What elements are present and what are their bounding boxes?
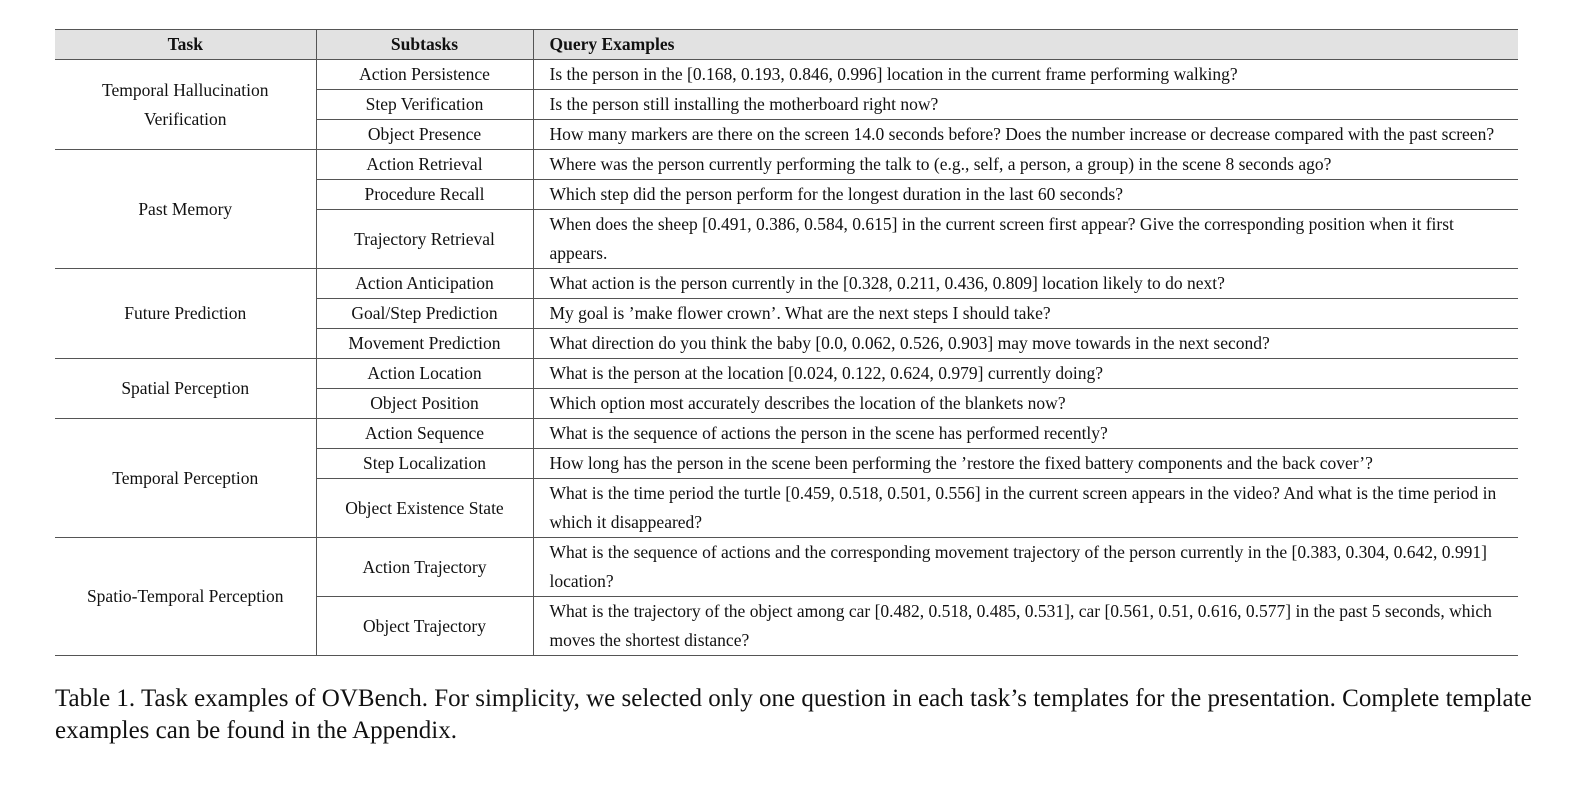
task-cell [55, 60, 316, 150]
subtask-cell: Step Verification [316, 90, 533, 120]
header-row [55, 30, 1518, 60]
subtask-cell: Action Anticipation [316, 269, 533, 299]
header-task: Task [55, 30, 316, 60]
subtask-cell: Trajectory Retrieval [316, 210, 533, 269]
task-examples-table [55, 29, 1518, 656]
table-row [55, 419, 1518, 449]
query-example-cell: Which step did the person perform for the longest duration in the last 60 seconds? [533, 180, 1518, 210]
table-row [55, 60, 1518, 90]
table-row [55, 359, 1518, 389]
subtask-cell: Object Existence State [316, 479, 533, 538]
task-name-line: Spatial Perception [121, 378, 250, 398]
subtask-cell: Action Persistence [316, 60, 533, 90]
query-example-cell: What direction do you think the baby [0.0, 0.062, 0.526, 0.903] may move towards in the next second? [533, 329, 1518, 359]
task-name-line: Spatio-Temporal Perception [86, 586, 284, 606]
task-name-line: Past Memory [138, 198, 233, 219]
query-example-cell: What is the time period the turtle [0.459, 0.518, 0.501, 0.556] in the current screen appears in the video? And what is the time period in which it disappeared? [533, 479, 1518, 538]
task-name-line: Temporal Hallucination [102, 79, 269, 100]
query-example-cell: Where was the person currently performing the talk to (e.g., self, a person, a group) in the scene 8 seconds ago? [533, 150, 1518, 180]
subtask-cell: Object Position [316, 389, 533, 419]
query-example-cell: Which option most accurately describes the location of the blankets now? [533, 389, 1518, 419]
query-example-cell: What is the sequence of actions and the corresponding movement trajectory of the person currently in the [0.383, 0.304, 0.642, 0.991] location? [533, 538, 1518, 597]
query-example-cell: My goal is ’make flower crown’. What are the next steps I should take? [533, 299, 1518, 329]
header-subtasks: Subtasks [316, 30, 533, 60]
task-name-line: Verification [143, 108, 227, 129]
header-query-examples: Query Examples [533, 30, 1518, 60]
table-body [55, 60, 1518, 656]
table-row [55, 150, 1518, 180]
table-caption: Table 1. Task examples of OVBench. For simplicity, we selected only one question in each task’s templates for the presentation. Complete template examples can be found in the Appendix. [55, 685, 1532, 744]
subtask-cell: Procedure Recall [316, 180, 533, 210]
query-example-cell: How long has the person in the scene been performing the ’restore the fixed battery components and the back cover’? [533, 449, 1518, 479]
subtask-cell: Action Trajectory [316, 538, 533, 597]
subtask-cell: Movement Prediction [316, 329, 533, 359]
subtask-cell: Step Localization [316, 449, 533, 479]
query-example-cell: What is the trajectory of the object among car [0.482, 0.518, 0.485, 0.531], car [0.561, 0.51, 0.616, 0.577] in the past 5 seconds, which moves the shortest distance? [533, 597, 1518, 656]
task-cell [55, 150, 316, 269]
query-example-cell: Is the person in the [0.168, 0.193, 0.846, 0.996] location in the current frame performing walking? [533, 60, 1518, 90]
query-example-cell: When does the sheep [0.491, 0.386, 0.584, 0.615] in the current screen first appear? Give the corresponding position when it first appears. [533, 210, 1518, 269]
table-row [55, 269, 1518, 299]
query-example-cell: Is the person still installing the motherboard right now? [533, 90, 1518, 120]
subtask-cell: Action Location [316, 359, 533, 389]
subtask-cell: Action Retrieval [316, 150, 533, 180]
query-example-cell: What is the person at the location [0.024, 0.122, 0.624, 0.979] currently doing? [533, 359, 1518, 389]
subtask-cell: Object Presence [316, 120, 533, 150]
subtask-cell: Goal/Step Prediction [316, 299, 533, 329]
task-cell [55, 419, 316, 538]
task-name-line: Future Prediction [124, 303, 247, 323]
task-name-line: Temporal Perception [112, 467, 259, 488]
subtask-cell: Object Trajectory [316, 597, 533, 656]
table-row [55, 538, 1518, 597]
query-example-cell: How many markers are there on the screen 14.0 seconds before? Does the number increase or decrease compared with the past screen? [533, 120, 1518, 150]
query-example-cell: What is the sequence of actions the person in the scene has performed recently? [533, 419, 1518, 449]
task-cell [55, 538, 316, 656]
subtask-cell: Action Sequence [316, 419, 533, 449]
task-examples-table-wrap [55, 29, 1518, 656]
task-cell [55, 359, 316, 419]
task-cell [55, 269, 316, 359]
query-example-cell: What action is the person currently in the [0.328, 0.211, 0.436, 0.809] location likely to do next? [533, 269, 1518, 299]
